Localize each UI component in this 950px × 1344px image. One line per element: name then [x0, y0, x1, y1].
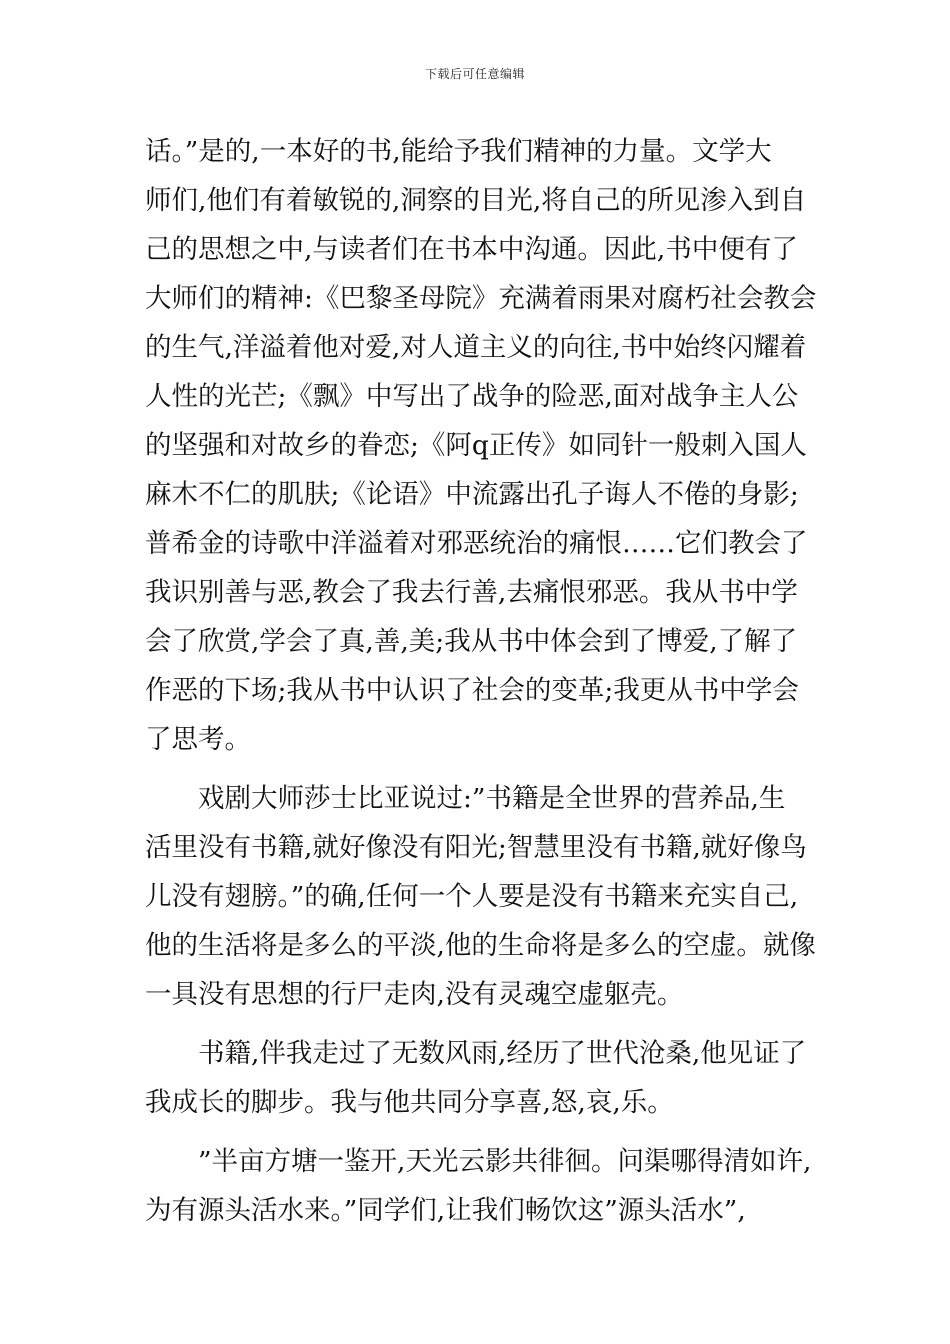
- text-line: 师们,他们有着敏锐的,洞察的目光,将自己的所见渗入到自: [145, 185, 807, 216]
- paragraph-2: [145, 774, 816, 1019]
- text-line: 会了欣赏,学会了真,善,美;我从书中体会到了博爱,了解了: [145, 626, 798, 657]
- paragraph-gap: [145, 1019, 810, 1029]
- text-line: 普希金的诗歌中洋溢着对邪恶统治的痛恨……它们教会了: [145, 528, 808, 559]
- text-line: 一具没有思想的行尸走肉,没有灵魂空虚躯壳。: [145, 979, 684, 1010]
- text-line: 了思考。: [145, 724, 251, 755]
- text-line: 我成长的脚步。我与他共同分享喜,怒,哀,乐。: [145, 1087, 674, 1118]
- text-line: ”半亩方塘一鉴开,天光云影共徘徊。问渠哪得清如许,: [198, 1146, 812, 1177]
- paragraph-1: [145, 127, 817, 764]
- text-line: 的生气,洋溢着他对爱,对人道主义的向往,书中始终闪耀着: [145, 332, 807, 363]
- text-line: 作恶的下场;我从书中认识了社会的变革;我更从书中学会: [145, 675, 799, 706]
- text-line: 大师们的精神:《巴黎圣母院》充满着雨果对腐朽社会教会: [145, 283, 817, 314]
- text-line: 书籍,伴我走过了无数风雨,经历了世代沧桑,他见证了: [198, 1038, 807, 1069]
- paragraph-4: [145, 1137, 810, 1235]
- text-line: 他的生活将是多么的平淡,他的生命将是多么的空虚。就像: [145, 930, 816, 961]
- body-text: [145, 127, 817, 1235]
- text-line: 人性的光芒;《飘》中写出了战争的险恶,面对战争主人公: [145, 381, 799, 412]
- text-line: 我识别善与恶,教会了我去行善,去痛恨邪恶。我从书中学: [145, 577, 798, 608]
- text-line: 的坚强和对故乡的眷恋;《阿q正传》如同针一般刺入国人: [145, 430, 807, 461]
- text-line: 活里没有书籍,就好像没有阳光;智慧里没有书籍,就好像鸟: [145, 832, 807, 863]
- text-line: 己的思想之中,与读者们在书本中沟通。因此,书中便有了: [145, 234, 798, 265]
- page-header: 下载后可任意编辑: [424, 67, 525, 81]
- text-line: 麻木不仁的肌肤;《论语》中流露出孔子诲人不倦的身影;: [145, 479, 799, 510]
- text-line: 话。”是的,一本好的书,能给予我们精神的力量。文学大: [145, 136, 772, 167]
- text-line: 戏剧大师莎士比亚说过:”书籍是全世界的营养品,生: [198, 783, 786, 814]
- paragraph-gap: [145, 1127, 810, 1137]
- text-line: 儿没有翅膀。”的确,任何一个人要是没有书籍来充实自己,: [145, 881, 799, 912]
- text-line: 为有源头活水来。”同学们,让我们畅饮这”源头活水”,: [145, 1195, 746, 1226]
- paragraph-3: [145, 1029, 810, 1127]
- paragraph-gap: [145, 764, 810, 774]
